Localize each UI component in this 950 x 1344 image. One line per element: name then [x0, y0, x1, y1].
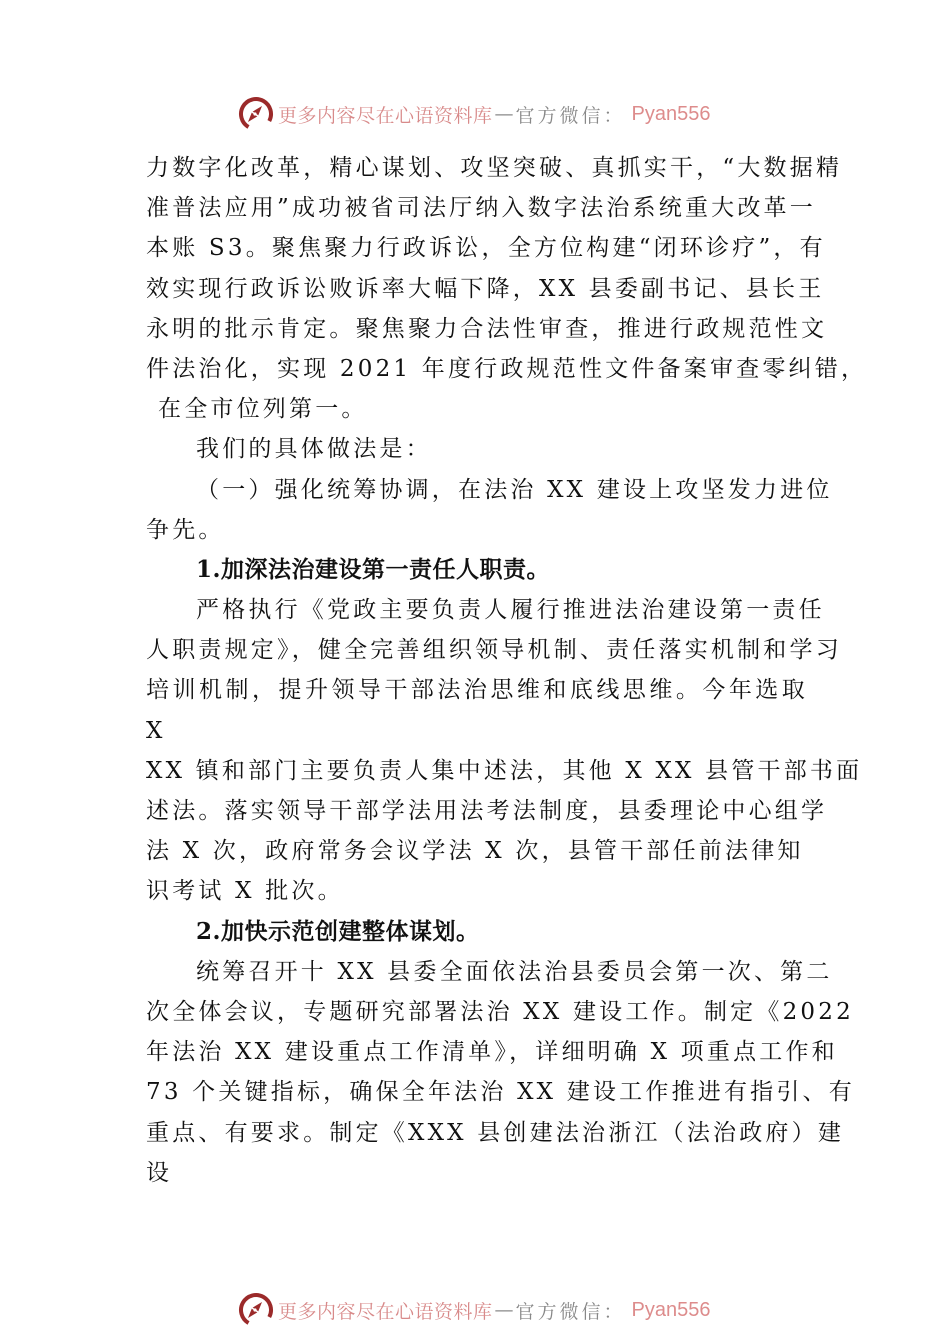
- banner-brand-text: 更多内容尽在心语资料库: [278, 104, 493, 127]
- subheading-1: 1.加深法治建设第一责任人职责。: [196, 555, 551, 583]
- paragraph-line: 永明的批示肯定。聚焦聚力合法性审查，推进行政规范性文: [146, 315, 828, 342]
- paragraph-line: 述法。落实领导干部学法用法考法制度，县委理论中心组学: [146, 798, 828, 824]
- pen-nib-circle-icon: [238, 96, 274, 132]
- header-banner: [238, 94, 711, 134]
- paragraph-line: X: [146, 717, 166, 744]
- paragraph-line: 识考试 X 批次。: [146, 878, 344, 905]
- paragraph-line: 准普法应用”成功被省司法厅纳入数字法治系统重大改革一: [146, 195, 816, 222]
- paragraph-line: 重点、有要求。制定《XXX 县创建法治浙江（法治政府）建: [146, 1119, 845, 1146]
- paragraph-line: 在全市位列第一。: [158, 396, 368, 423]
- paragraph-line: 严格执行《党政主要负责人履行推进法治建设第一责任: [196, 597, 825, 624]
- paragraph-line: 件法治化，实现 2021 年度行政规范性文件备案审查零纠错，: [146, 355, 868, 382]
- section-heading-1-cont: 争先。: [146, 516, 225, 543]
- paragraph-line: 培训机制，提升领导干部法治思维和底线思维。今年选取: [146, 677, 808, 704]
- paragraph-line: 次全体会议，专题研究部署法治 XX 建设工作。制定《2022: [146, 998, 854, 1025]
- banner-dash: —: [494, 1299, 514, 1321]
- subheading-2: 2.加快示范创建整体谋划。: [196, 917, 480, 945]
- banner-wechat-id: Pyan556: [631, 1298, 711, 1321]
- paragraph-line: 人职责规定》，健全完善组织领导机制、责任落实机制和学习: [146, 637, 842, 664]
- paragraph-line: 法 X 次，政府常务会议学法 X 次，县管干部任前法律知: [146, 838, 804, 865]
- paragraph-line: 73 个关键指标，确保全年法治 XX 建设工作推进有指引、有: [146, 1079, 855, 1106]
- paragraph-line: 年法治 XX 建设重点工作清单》，详细明确 X 项重点工作和: [146, 1039, 838, 1066]
- section-heading-1: （一）强化统筹协调，在法治 XX 建设上攻坚发力进位: [196, 476, 833, 503]
- paragraph-line: 统筹召开十 XX 县委全面依法治县委员会第一次、第二: [196, 958, 833, 985]
- paragraph-line: 效实现行政诉讼败诉率大幅下降，XX 县委副书记、县长王: [146, 275, 825, 302]
- paragraph-line: XX 镇和部门主要负责人集中述法，其他 X XX 县管干部书面: [146, 757, 863, 784]
- banner-official-label: 官方微信：: [515, 1300, 626, 1323]
- banner-official-label: 官方微信：: [515, 104, 626, 127]
- paragraph-intro: 我们的具体做法是：: [196, 436, 432, 463]
- footer-banner: [238, 1290, 711, 1330]
- paragraph-line: 本账 S3。聚焦聚力行政诉讼，全方位构建“闭环诊疗”，有: [146, 235, 826, 262]
- banner-brand-text: 更多内容尽在心语资料库: [278, 1300, 493, 1323]
- banner-wechat-id: Pyan556: [631, 102, 711, 125]
- pen-nib-circle-icon: [238, 1292, 274, 1328]
- document-page: [146, 148, 868, 1193]
- paragraph-line: 力数字化改革，精心谋划、攻坚突破、真抓实干，“大数据精: [146, 155, 843, 181]
- banner-dash: —: [494, 103, 514, 125]
- paragraph-line: 设: [146, 1159, 173, 1186]
